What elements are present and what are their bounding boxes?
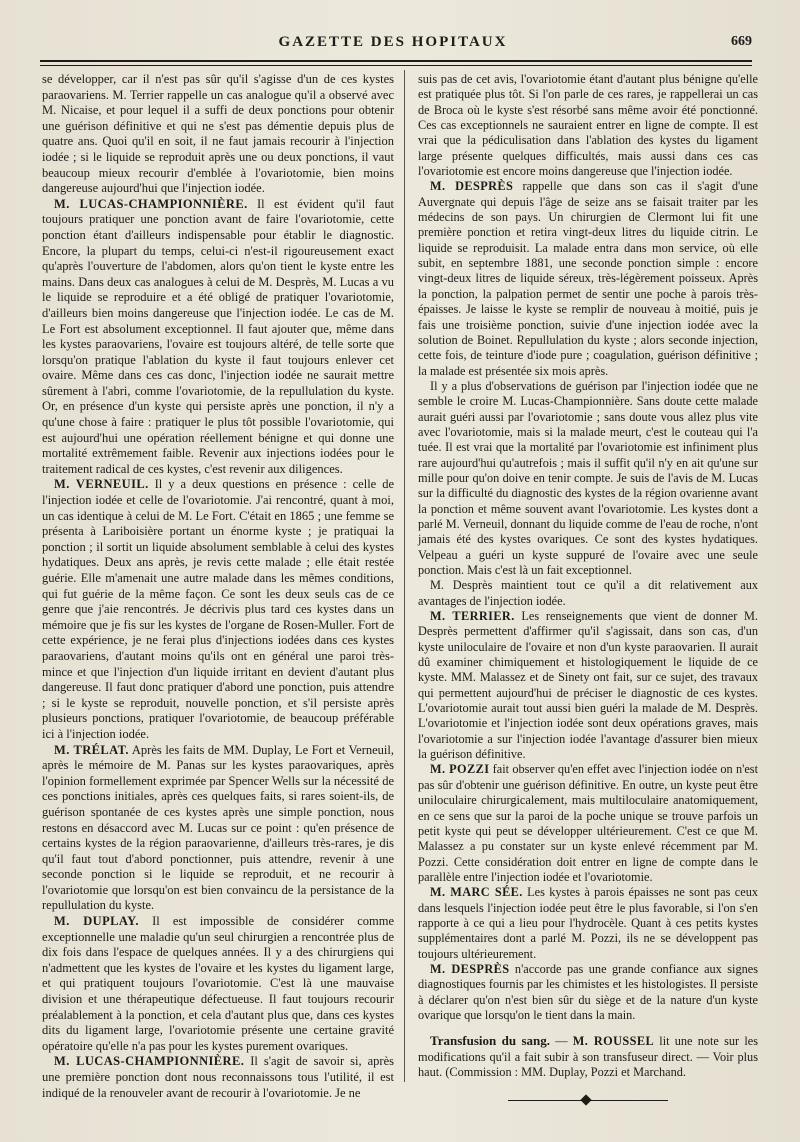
paragraph-text: fait observer qu'en effet avec l'injection iodée on n'est pas sûr d'obtenir une guérison définitive. En outre, un kyste peut être uniloculaire chirurgicalement, mais multiloculaire anatomiquement, en ce sens que sur la paroi de la poche unique se trouve parfois un petit kyste qui peut se développer ultérieurement. C'est ce que M. Malassez a pu constater sur un kyste enlevé récemment par M. Pozzi. Cette considération doit entrer en ligne de compte dans le parallèle entre l'injection iodée et l'ovariotomie. <box>418 762 758 884</box>
speaker-name: M. MARC SÉE. <box>430 885 523 900</box>
paragraph <box>42 477 394 742</box>
paragraph <box>42 914 394 1054</box>
paragraph <box>418 379 758 578</box>
topic-title: Transfusion du sang. <box>430 1033 551 1049</box>
paragraph-text: lit une note sur les modifications qu'il a fait subir à son transfuseur direct. — Voir plus haut. (Commission : MM. Duplay, Pozzi et Marchand. <box>418 1034 758 1079</box>
page-number: 669 <box>731 34 752 49</box>
ornament-diamond <box>580 1095 591 1106</box>
paragraph <box>42 743 394 915</box>
paragraph <box>418 578 758 609</box>
speaker-name: M. LUCAS-CHAMPIONNIÈRE. <box>54 196 248 211</box>
paragraph <box>418 962 758 1023</box>
speaker-name: M. LUCAS-CHAMPIONNIÈRE. <box>54 1054 245 1069</box>
speaker-name: M. DUPLAY. <box>54 914 139 929</box>
paragraph <box>42 72 394 197</box>
paragraph-text: Il est évident qu'il faut toujours pratiquer une ponction avant de faire l'ovariotomie, cette ponction étant d'ailleurs indispensable pour établir le diagnostic. Encore, la plupart du temps, celui-ci n'est-il rigoureusement exact qu'après l'ouverture de l'abdomen, alors qu'on tient le kyste entre les mains. Dans deux cas analogues à celui de M. Desprès, M. Lucas a vu le liquide se reproduire et a été obligé de pratiquer l'ovariotomie, d'ailleurs bien moins dangereuse que l'injection iodée. Le cas de M. Le Fort est absolument exceptionnel. Il faut ajouter que, même dans les kystes paraovariens, l'ovaire est toujours altéré, de telle sorte que lorsqu'on pratique l'ablation du kyste il faut toujours enlever cet ovaire. Même dans ces cas donc, l'injection iodée ne saurait mettre sûrement à l'abri, comme l'ovariotomie, de la repullulation du kyste. Or, en présence d'un kyste qui persiste après une ponction, il n'y a qu'une chose à faire : pratiquer le plus tôt possible l'ovariotomie, qui est aujourd'hui une opération réellement bénigne et qui donne une mortalité extrêmement faible. Revenir aux injections iodées pour le traitement radical de ces kystes, c'est revenir aux diligences. <box>42 196 394 476</box>
title-dash: — <box>550 1034 573 1049</box>
speaker-name: M. TERRIER. <box>430 609 515 624</box>
paragraph <box>418 179 758 378</box>
paragraph-text: Les kystes à parois épaisses ne sont pas ceux dans lesquels l'injection iodée peut être le plus favorable, si l'on s'en rapporte à ce qui a lieu pour l'hydrocèle. Quant à ces petits kystes supplémentaires dont a parlé M. Pozzi, ils ne se développent pas toujours ultérieurement. <box>418 885 758 961</box>
header-rule <box>40 60 752 66</box>
paragraph-text: M. Desprès maintient tout ce qu'il a dit relativement aux avantages de l'injection iodée. <box>418 578 758 608</box>
left-column <box>42 72 394 1101</box>
paragraph-text: Il y a deux questions en présence : celle de l'injection iodée et celle de l'ovariotomie. J'ai rencontré, quant à moi, un cas identique à celui de M. Le Fort. C'était en 1865 ; une femme se présenta à Lariboisière portant un énorme kyste ; je pratiquai la ponction ; il sortit un liquide absolument semblable à celui des kystes hydatiques. Deux ans après, je revis cette malade ; elle était restée guérie. Elle m'amenait une autre malade dans les mêmes conditions, qui fut guérie de la même façon. Ce sont les deux seuls cas de ce genre que j'aie rencontrés. Je décrivis plus tard ces kystes dans un mémoire que je fis sur les kystes de l'organe de Rosen-Muller. Fort de cette expérience, je ne ferai plus d'injections iodées dans ces kystes paraovariens, d'autant moins qu'ils ont en général une paroi très-mince et que l'injection d'un liquide irritant en devient d'autant plus dangereuse. Il faut donc pratiquer d'abord une ponction, puis attendre ; si le kyste se reproduit, nouvelle ponction, et s'il persiste après plusieurs ponctions, pratiquer l'ovariotomie, de beaucoup préférable ici à l'injection iodée. <box>42 477 395 741</box>
paragraph <box>42 197 394 478</box>
paragraph-text: Il s'agit de savoir si, après une première ponction dont nous reconnaissons tous l'utilité, il est indiqué de la renouveler avant de recourir à l'ovariotomie. Je ne <box>42 1054 394 1100</box>
running-head <box>34 34 752 56</box>
transfusion-paragraph <box>418 1033 758 1080</box>
paragraph-text: Il y a plus d'observations de guérison par l'injection iodée que ne semble le croire M. Lucas-Championnière. Sans doute cette malade aurait guéri aussi par l'ovariotomie ; sans doute vous allez plus vite avec l'ovariotomie, mais si la malade meurt, c'est le couteau qui l'a tuée. Il est vrai que la mortalité par l'ovariotomie est infiniment plus rare aujourd'hui qu'autrefois ; mais il suffit qu'il n'y en ait qu'une sur mille pour qu'on doive en tenir compte. Je suis de l'avis de M. Lucas sur la difficulté du diagnostic des kystes de la région ovarienne avant la ponction et même souvent avant l'ovariotomie. Les kystes dont a parlé M. Verneuil, donnant du liquide comme de l'eau de roche, n'ont jamais été des kystes ovariques. Ce sont des kystes hydatiques. Velpeau a guéri un kyste suppuré de l'ovaire avec une seule ponction. Mais c'est là un fait exceptionnel. <box>418 378 758 577</box>
paragraph <box>418 885 758 962</box>
right-column <box>418 72 758 1104</box>
paragraph-text: Il est impossible de considérer comme exceptionnelle une maladie qu'un seul chirurgien a rencontrée plus de dix fois dans l'espace de quelques années. Il y a des chirurgiens qui n'admettent que les kystes de l'ovaire et les kystes du ligament large, et qui pratiquent toujours l'ovariotomie. C'est là une mauvaise division et une thérapeutique défectueuse. Il faut toujours recourir préalablement à la ponction, et cela d'autant plus que, dans ces kystes dits du ligament large, l'ovariotomie présente une certaine gravité opératoire qu'elle n'a pas pour les kystes purement ovariques. <box>42 914 394 1053</box>
speaker-name: M. DESPRÈS <box>430 179 514 194</box>
end-ornament <box>508 1098 668 1104</box>
speaker-name: M. TRÉLAT. <box>54 742 129 757</box>
paragraph-text: rappelle que dans son cas il s'agit d'une Auvergnate qui depuis l'âge de seize ans se faisait traiter par les médecins de son pays. Un chirurgien de Clermont lui fit une première ponction et retira vingt-deux litres du liquide citrin. Le liquide se reproduisit. La malade entra dans mon service, où elle subit, en septembre 1881, une seconde ponction simple : encore vingt-deux litres de liquide séreux, très-légèrement poisseux. Après la ponction, la palpation permet de sentir une poche à parois très-épaisses. Je laisse le kyste se remplir de nouveau à moitié, puis je fais une troisième ponction, suivie d'une injection iodée avec la solution de Boinet. Repullulation du kyste ; alors seconde injection, cette fois, de teinture d'iode pure ; coagulation, guérison définitive ; la malade est présentée six mois après. <box>418 179 759 378</box>
speaker-name: M. VERNEUIL. <box>54 477 149 492</box>
column-divider <box>404 70 405 1082</box>
paragraph-text: Les renseignements que vient de donner M. Desprès permettent d'affirmer qu'il s'agissait, dans son cas, d'un kyste uniloculaire de l'ovaire et non d'un kyste paraovarien. Il aurait dû examiner chimiquement et histologiquement le liquide de ce kyste. MM. Malassez et de Sinety ont fait, sur ce sujet, des travaux qui permettent aujourd'hui de préciser le diagnostic de ces kystes. L'ovariotomie aurait tout aussi bien guéri la malade de M. Desprès. L'ovariotomie et l'injection iodée sont deux opérations graves, mais l'ovariotomie a sur l'injection iodée l'avantage d'assurer bien mieux la guérison définitive. <box>418 609 759 762</box>
paragraph-text: suis pas de cet avis, l'ovariotomie étant d'autant plus bénigne qu'elle est pratiquée plus tôt. Si l'on parle de ces rares, je rappellerai un cas de Broca où le kyste s'est résorbé sans même avoir été ponctionné. Ces cas exceptionnels ne sauraient entrer en ligne de compte. Il est vrai que la pédiculisation dans l'ablation des kystes du ligament large présente quelques difficultés, mais aussi dans ces cas l'ovariotomie est encore moins dangereuse que l'injection iodée. <box>418 72 758 179</box>
paragraph-text: Après les faits de MM. Duplay, Le Fort et Verneuil, après le mémoire de M. Panas sur les kystes paraovariques, après l'opinion formellement exprimée par Spencer Wells sur la nécessité de ces ponctions initiales, après ces quelques faits, si rares soient-ils, de guérison spontanée de ces kystes après une simple ponction, nous restons en désaccord avec M. Lucas sur ce point : qu'en présence de certains kystes de la région paraovarienne, d'ailleurs très-rares, je dis qu'il faut tout d'abord ponctionner, puis attendre, revenir à une seconde ponction si le liquide se reproduit, et ne recourir à l'ovariotomie que lorsqu'on est bien convaincu de la persistance de la repullulation du kyste. <box>42 742 395 913</box>
speaker-name: M. POZZI <box>430 762 490 777</box>
running-title: GAZETTE DES HOPITAUX <box>278 34 508 50</box>
speaker-name: M. DESPRÈS <box>430 961 510 976</box>
paragraph-text: se développer, car il n'est pas sûr qu'il s'agisse d'un de ces kystes paraovariens. M. Terrier rappelle un cas analogue qu'il a observé avec M. Nicaise, et pour lequel il a suffi de deux ponctions pour obtenir une guérison définitive et qui ne s'est pas démentie depuis plus de quatre ans. Quoi qu'il en soit, il ne faut jamais recourir à l'injection iodée ; si le liquide se reproduit après une ou deux ponctions, il vaut beaucoup mieux recourir d'emblée à l'ovariotomie, bien moins dangereuse aujourd'hui que l'injection iodée. <box>42 72 394 196</box>
paragraph <box>418 72 758 179</box>
paragraph <box>418 609 758 762</box>
paragraph-text: n'accorde pas une grande confiance aux signes diagnostiques fournis par les chimistes et les histologistes. Il persiste à déclarer qu'on n'est bien sûr du siège et de la nature d'un kyste ovarique que lorsqu'on le tient dans la main. <box>418 961 759 1022</box>
speaker-name: M. ROUSSEL <box>572 1034 655 1049</box>
paragraph <box>42 1054 394 1101</box>
paragraph <box>418 762 758 885</box>
